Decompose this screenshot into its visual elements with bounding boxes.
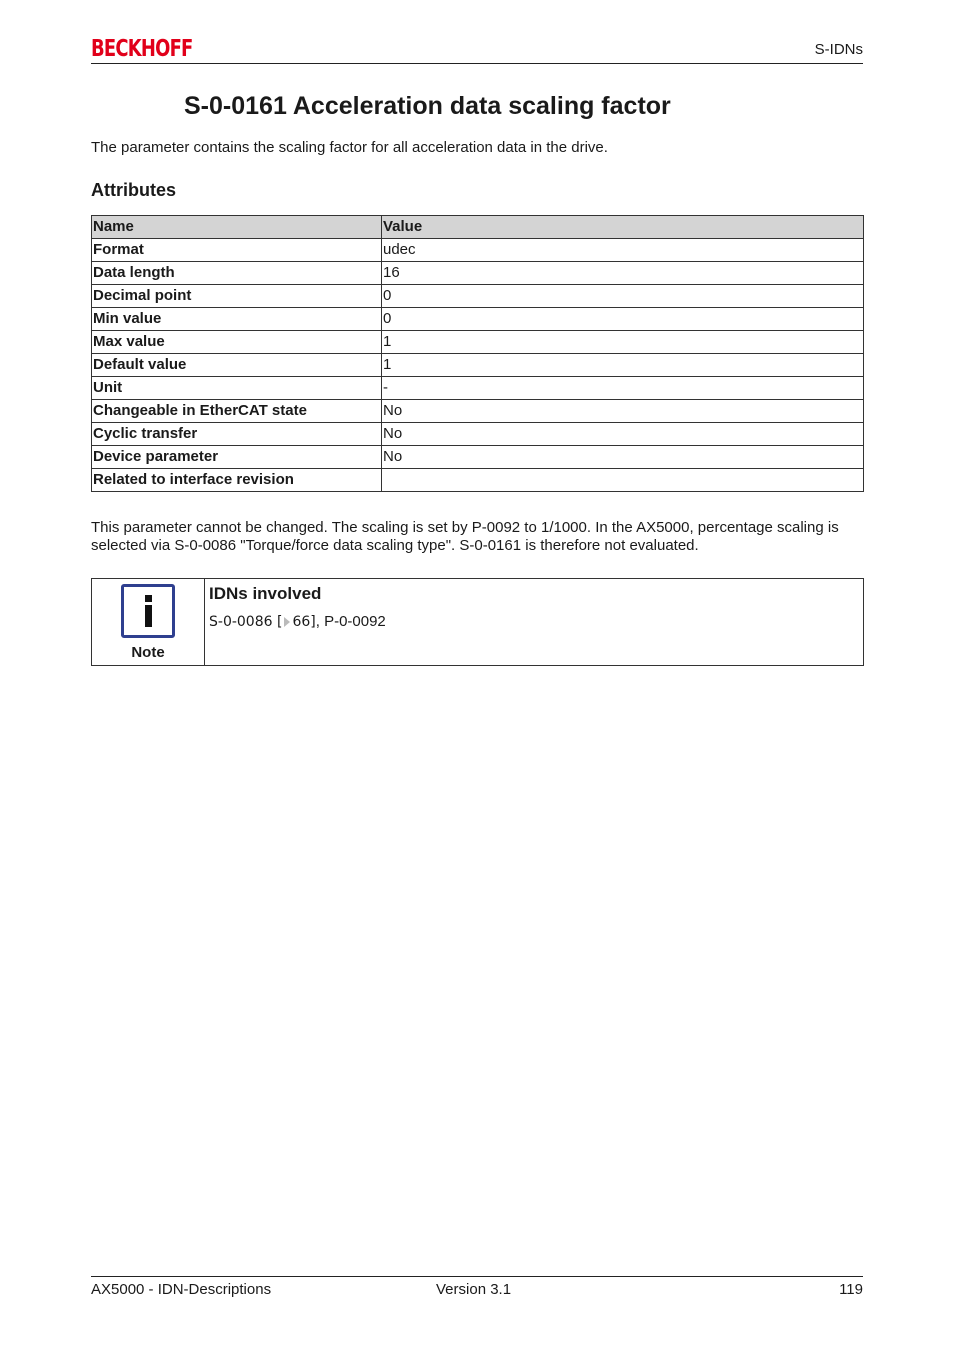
attribute-value: 0	[382, 285, 864, 308]
intro-text: The parameter contains the scaling factor for all acceleration data in the drive.	[91, 139, 608, 156]
attribute-value: No	[382, 400, 864, 423]
attributes-table	[91, 215, 864, 492]
attribute-value: 0	[382, 308, 864, 331]
note-rest: , P-0-0092	[315, 613, 386, 630]
attribute-name: Default value	[92, 354, 382, 377]
table-header-row	[92, 216, 864, 239]
note-box	[91, 578, 864, 666]
attribute-value: udec	[382, 239, 864, 262]
table-row	[92, 262, 864, 285]
attribute-name: Cyclic transfer	[92, 423, 382, 446]
page-number: 119	[839, 1281, 863, 1298]
description-text: This parameter cannot be changed. The scaling is set by P-0092 to 1/1000. In the AX5000, percentage scaling is selected via S-0-0086 "Torque/force data scaling type". S-0-0161 is therefore not evaluated.	[91, 519, 839, 554]
info-icon	[121, 584, 175, 638]
table-row	[92, 423, 864, 446]
page-title: S-0-0161 Acceleration data scaling factor	[184, 92, 671, 120]
info-icon-bar	[145, 605, 152, 627]
attribute-value: 1	[382, 354, 864, 377]
attribute-name: Format	[92, 239, 382, 262]
attributes-heading: Attributes	[91, 180, 176, 200]
attribute-value: -	[382, 377, 864, 400]
attribute-value: 1	[382, 331, 864, 354]
footer-divider	[91, 1276, 863, 1277]
table-row	[92, 469, 864, 492]
note-title: IDNs involved	[209, 584, 322, 603]
column-header-name: Name	[92, 216, 382, 239]
attribute-name: Unit	[92, 377, 382, 400]
page-arrow-icon	[284, 617, 290, 627]
column-header-value: Value	[382, 216, 864, 239]
footer-document-title: AX5000 - IDN-Descriptions	[91, 1281, 272, 1298]
attribute-name: Decimal point	[92, 285, 382, 308]
table-row	[92, 331, 864, 354]
table-row	[92, 285, 864, 308]
table-row	[92, 377, 864, 400]
attribute-name: Device parameter	[92, 446, 382, 469]
attribute-name: Changeable in EtherCAT state	[92, 400, 382, 423]
attribute-name: Related to interface revision	[92, 469, 382, 492]
note-icon-cell	[92, 579, 205, 665]
section-label: S-IDNs	[814, 41, 863, 58]
attribute-value: No	[382, 423, 864, 446]
header-divider	[91, 63, 863, 64]
table-row	[92, 239, 864, 262]
table-row	[92, 446, 864, 469]
note-label: Note	[131, 644, 165, 661]
table-row	[92, 354, 864, 377]
info-icon-dot	[145, 595, 152, 602]
link-page: 66]	[292, 614, 316, 630]
note-text	[209, 613, 386, 630]
s-0-0086-link[interactable]	[209, 614, 316, 630]
attribute-value: No	[382, 446, 864, 469]
attribute-name: Data length	[92, 262, 382, 285]
attribute-name: Min value	[92, 308, 382, 331]
beckhoff-logo: BECKHOFF	[91, 36, 193, 62]
attribute-name: Max value	[92, 331, 382, 354]
link-text: S-0-0086 [	[209, 614, 283, 630]
table-row	[92, 308, 864, 331]
attribute-value: 16	[382, 262, 864, 285]
table-row	[92, 400, 864, 423]
attribute-value	[382, 469, 864, 492]
footer-version: Version 3.1	[436, 1281, 512, 1298]
